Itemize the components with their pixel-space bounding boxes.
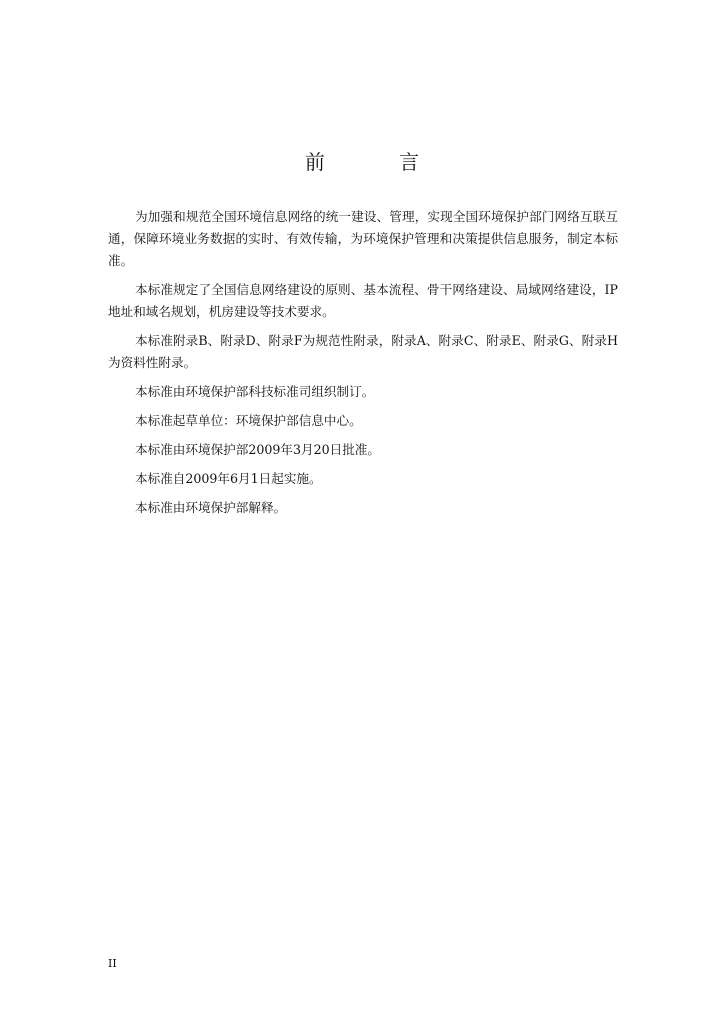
page-number: II [108,957,117,970]
paragraph-organizer: 本标准由环境保护部科技标准司组织制订。 [135,384,375,399]
foreword-body [108,206,618,526]
paragraph-interpretation: 本标准由环境保护部解释。 [135,500,287,515]
paragraph-drafter: 本标准起草单位：环境保护部信息中心。 [135,413,362,428]
page-title: 前 言 [304,150,454,174]
paragraph-effective-date: 本标准自2009年6月1日起实施。 [135,471,322,486]
paragraph-purpose: 为加强和规范全国环境信息网络的统一建设、管理，实现全国环境保护部门网络互联互通，保障环境业务数据的实时、有效传输，为环境保护管理和决策提供信息服务，制定本标准。 [108,209,618,268]
paragraph-appendices: 本标准附录B、附录D、附录F为规范性附录，附录A、附录C、附录E、附录G、附录H为资料性附录。 [108,333,618,370]
paragraph-scope: 本标准规定了全国信息网络建设的原则、基本流程、骨干网络建设、局域网络建设，IP地址和域名规划，机房建设等技术要求。 [108,282,618,319]
paragraph-approval: 本标准由环境保护部2009年3月20日批准。 [135,442,380,457]
